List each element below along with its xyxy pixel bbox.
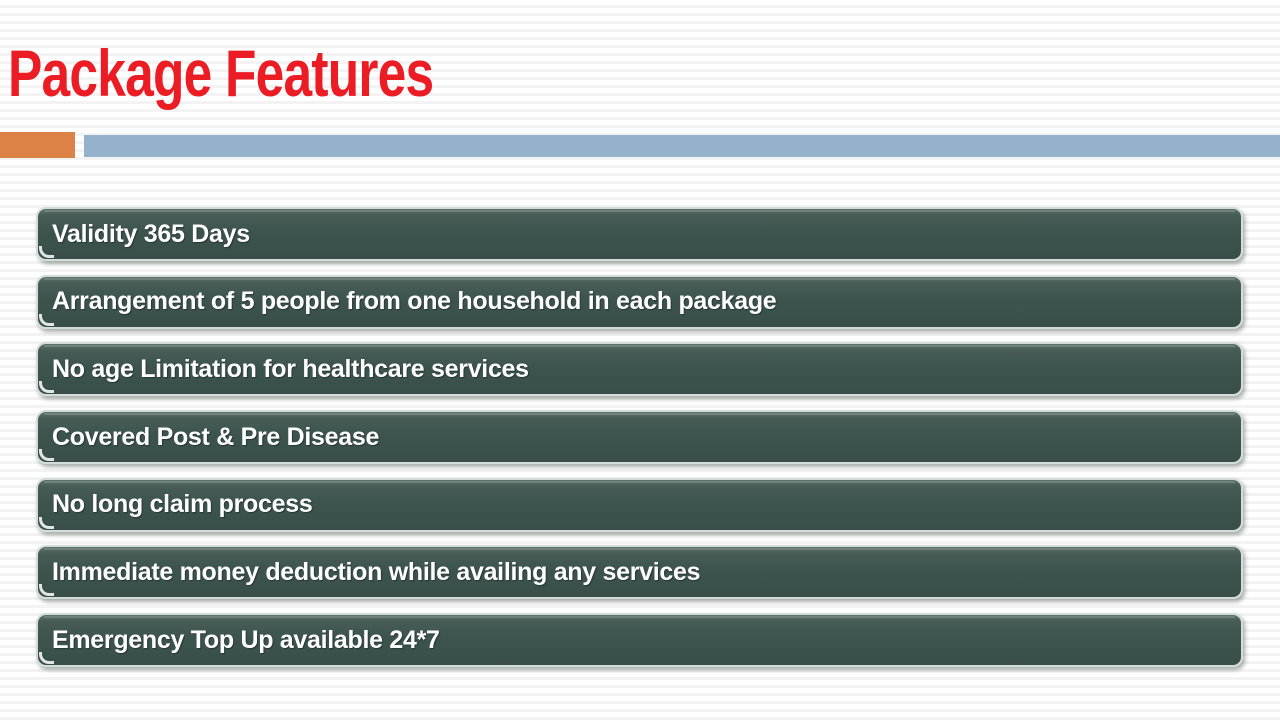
feature-bar [36, 613, 1243, 667]
feature-label: Validity 365 Days [52, 219, 250, 248]
divider-blue-bar [84, 135, 1280, 157]
feature-bar [36, 342, 1243, 396]
feature-label: Emergency Top Up available 24*7 [52, 625, 440, 654]
feature-bar [36, 478, 1243, 532]
feature-bar [36, 545, 1243, 599]
feature-label: Immediate money deduction while availing any services [52, 557, 701, 586]
feature-label: No long claim process [52, 490, 313, 519]
feature-label: No age Limitation for healthcare services [52, 354, 529, 383]
divider-orange-block [0, 132, 75, 158]
feature-bar [36, 207, 1243, 261]
feature-label: Arrangement of 5 people from one household in each package [52, 287, 777, 316]
feature-label: Covered Post & Pre Disease [52, 422, 380, 451]
feature-bar [36, 275, 1243, 329]
slide-title: Package Features [8, 36, 434, 110]
feature-list [36, 207, 1243, 667]
feature-bar [36, 410, 1243, 464]
